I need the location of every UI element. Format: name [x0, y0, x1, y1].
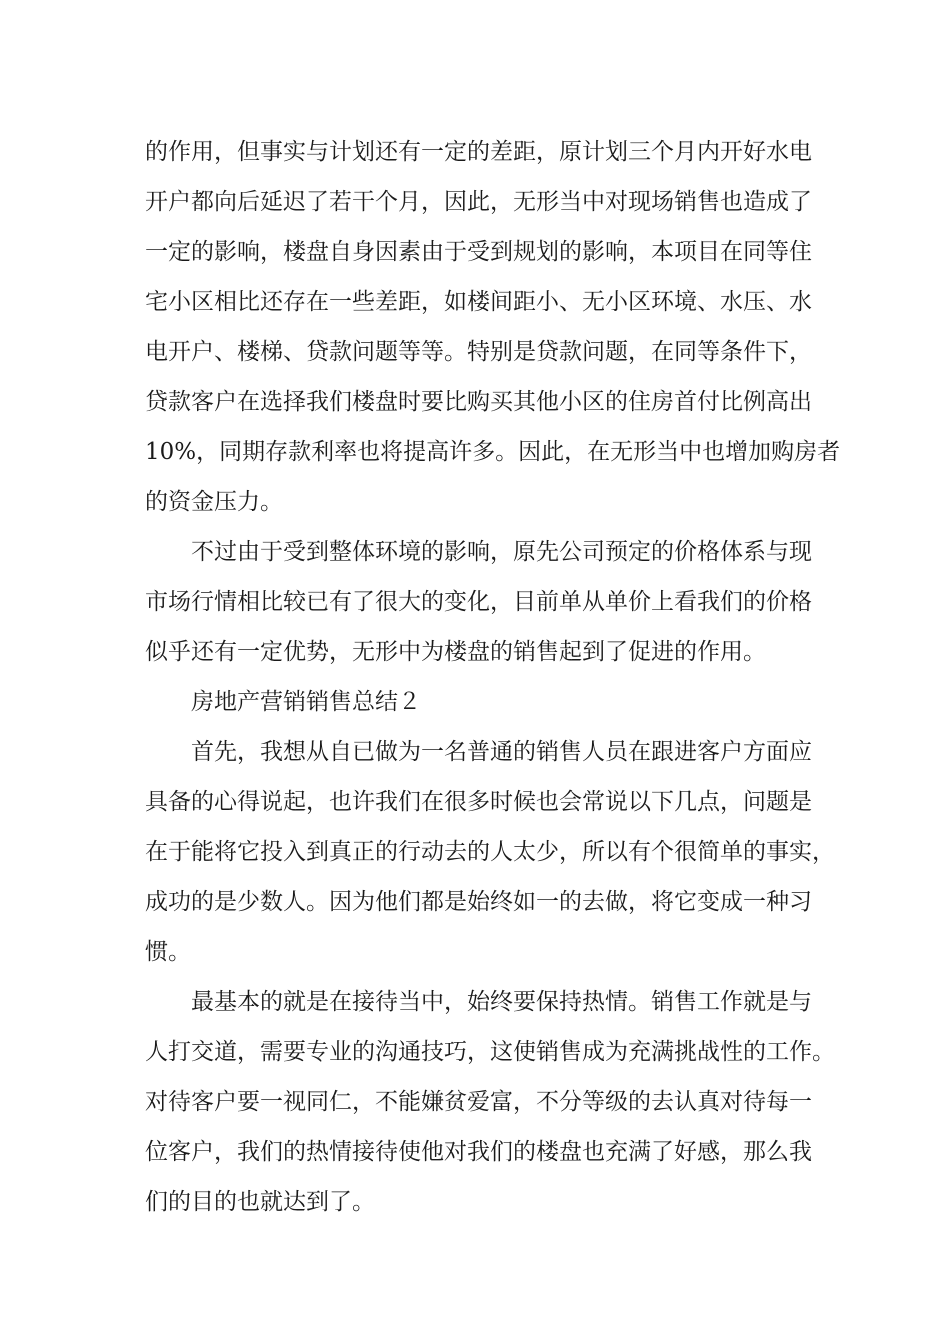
text-line: 具备的心得说起，也许我们在很多时候也会常说以下几点，问题是 — [145, 789, 812, 815]
text-line: 似乎还有一定优势，无形中为楼盘的销售起到了促进的作用。 — [145, 639, 766, 665]
text-line: 最基本的就是在接待当中，始终要保持热情。销售工作就是与 — [191, 989, 812, 1015]
text-line: 的资金压力。 — [145, 489, 283, 515]
text-line: 们的目的也就达到了。 — [145, 1189, 375, 1215]
text-line: 开户都向后延迟了若干个月，因此，无形当中对现场销售也造成了 — [145, 189, 812, 215]
text-line: 贷款客户在选择我们楼盘时要比购买其他小区的住房首付比例高出 — [145, 389, 812, 415]
text-line: 10%，同期存款利率也将提高许多。因此，在无形当中也增加购房者 — [145, 439, 841, 465]
text-line: 位客户，我们的热情接待使他对我们的楼盘也充满了好感，那么我 — [145, 1139, 812, 1165]
text-line: 首先，我想从自已做为一名普通的销售人员在跟进客户方面应 — [191, 739, 812, 765]
text-line: 电开户、楼梯、贷款问题等等。特别是贷款问题，在同等条件下， — [145, 339, 812, 365]
text-line: 在于能将它投入到真正的行动去的人太少，所以有个很简单的事实， — [145, 839, 835, 865]
text-line: 人打交道，需要专业的沟通技巧，这使销售成为充满挑战性的工作。 — [145, 1039, 835, 1065]
text-line: 不过由于受到整体环境的影响，原先公司预定的价格体系与现 — [191, 539, 812, 565]
text-line: 的作用，但事实与计划还有一定的差距，原计划三个月内开好水电 — [145, 139, 812, 165]
text-line: 成功的是少数人。因为他们都是始终如一的去做，将它变成一种习 — [145, 889, 812, 915]
text-line: 一定的影响，楼盘自身因素由于受到规划的影响，本项目在同等住 — [145, 239, 812, 265]
text-line: 宅小区相比还存在一些差距，如楼间距小、无小区环境、水压、水 — [145, 289, 812, 315]
text-line: 惯。 — [145, 939, 191, 965]
text-line: 对待客户要一视同仁，不能嫌贫爱富，不分等级的去认真对待每一 — [145, 1089, 812, 1115]
section-heading: 房地产营销销售总结２ — [191, 689, 421, 715]
text-line: 市场行情相比较已有了很大的变化，目前单从单价上看我们的价格 — [145, 589, 812, 615]
